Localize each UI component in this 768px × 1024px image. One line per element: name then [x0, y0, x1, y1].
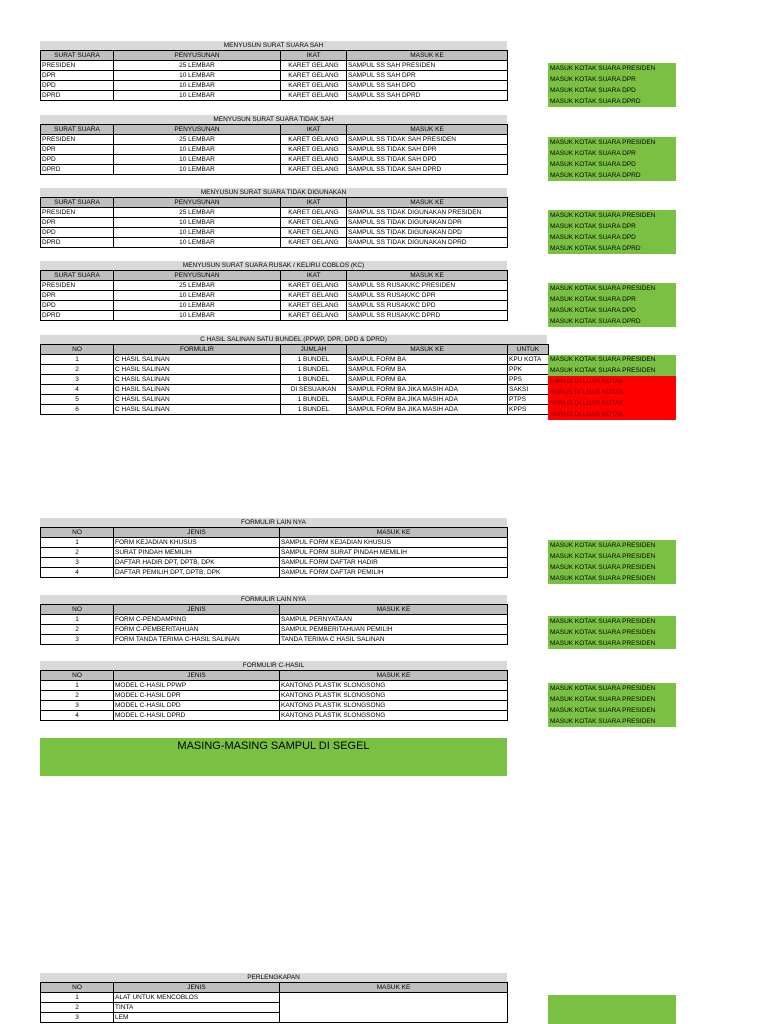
cell: KARET GELANG [281, 311, 347, 321]
segel-banner [40, 738, 507, 776]
table-row [41, 135, 508, 145]
table-surat-suara-rusak [40, 261, 508, 321]
col-header: IKAT [281, 51, 347, 61]
table-surat-suara-tidak-sah [40, 115, 508, 175]
cell: C HASIL SALINAN [114, 355, 281, 365]
table-row [41, 993, 508, 1003]
header-row [41, 271, 508, 281]
side-label: MASUK KOTAK SUARA DPD [548, 305, 676, 316]
cell: SAMPUL SS SAH DPR [347, 71, 508, 81]
side-label: MASUK KOTAK SUARA PRESIDEN [548, 63, 676, 74]
cell: KARET GELANG [281, 291, 347, 301]
cell: FORM KEJADIAN KHUSUS [114, 538, 280, 548]
cell: 10 LEMBAR [114, 91, 281, 101]
table-row [41, 548, 508, 558]
header-row [41, 51, 508, 61]
cell: 1 [41, 615, 114, 625]
cell: 6 [41, 405, 114, 415]
table-row [41, 238, 508, 248]
col-header: PENYUSUNAN [114, 271, 281, 281]
side-labels-tidak-digunakan [548, 210, 676, 254]
cell: 4 [41, 385, 114, 395]
side-label: MASUK KOTAK SUARA DPD [548, 232, 676, 243]
table-row [41, 681, 508, 691]
cell: 10 LEMBAR [114, 238, 281, 248]
side-label: MASUK KOTAK SUARA PRESIDEN [548, 562, 676, 573]
cell: KANTONG PLASTIK SLONGSONG [280, 711, 508, 721]
cell: KARET GELANG [281, 165, 347, 175]
cell: 2 [41, 625, 114, 635]
cell: 3 [41, 701, 114, 711]
cell: 4 [41, 568, 114, 578]
table-row [41, 538, 508, 548]
cell: 10 LEMBAR [114, 228, 281, 238]
header-row [41, 528, 508, 538]
table-row [41, 71, 508, 81]
side-label: MASUK KOTAK SUARA DPR [548, 74, 676, 85]
table-row [41, 61, 508, 71]
cell: 1 BUNDEL [281, 355, 347, 365]
table-row [41, 91, 508, 101]
cell: SAMPUL PERNYATAAN [280, 615, 508, 625]
cell: SAMPUL SS TIDAK SAH DPR [347, 145, 508, 155]
section-title: PERLENGKAPAN [40, 973, 507, 982]
side-label: MASUK KOTAK SUARA PRESIDEN [548, 355, 676, 366]
col-header: PENYUSUNAN [114, 125, 281, 135]
cell: KARET GELANG [281, 155, 347, 165]
col-header: PENYUSUNAN [114, 198, 281, 208]
header-row [41, 345, 549, 355]
col-header: MASUK KE [347, 345, 508, 355]
col-header: NO [41, 671, 114, 681]
section-title: MENYUSUN SURAT SUARA RUSAK / KELIRU COBLOS (KC) [40, 261, 507, 270]
cell: KARET GELANG [281, 238, 347, 248]
cell: 10 LEMBAR [114, 71, 281, 81]
cell: SAMPUL SS TIDAK SAH PRESIDEN [347, 135, 508, 145]
cell: PRESIDEN [41, 135, 114, 145]
cell: 25 LEMBAR [114, 208, 281, 218]
header-row [41, 125, 508, 135]
cell: DPR [41, 291, 114, 301]
table-row [41, 635, 508, 645]
side-label: MASUK KOTAK SUARA DPRD [548, 96, 676, 107]
col-header: JENIS [114, 605, 280, 615]
cell: 1 BUNDEL [281, 395, 347, 405]
table-row [41, 228, 508, 238]
cell: SAMPUL PEMBERITAHUAN PEMILIH [280, 625, 508, 635]
cell: SAMPUL FORM BA [347, 355, 508, 365]
cell: 25 LEMBAR [114, 61, 281, 71]
side-label: MASUK KOTAK SUARA DPR [548, 294, 676, 305]
cell: 5 [41, 395, 114, 405]
table-row [41, 558, 508, 568]
cell: DPD [41, 228, 114, 238]
col-header: IKAT [281, 198, 347, 208]
table-row [41, 165, 508, 175]
side-label: MASUK KOTAK SUARA DPRD [548, 243, 676, 254]
section-title: FORMULIR LAIN NYA [40, 518, 507, 527]
col-header: MASUK KE [347, 271, 508, 281]
side-label: MASUK KOTAK SUARA PRESIDEN [548, 540, 676, 551]
cell: 1 BUNDEL [281, 405, 347, 415]
side-labels-lain-1 [548, 540, 676, 584]
cell: PPS [508, 375, 549, 385]
table-row [41, 81, 508, 91]
cell: SAMPUL FORM SURAT PINDAH MEMILIH [280, 548, 508, 558]
table-row [41, 701, 508, 711]
side-label: MASUK KOTAK SUARA PRESIDEN [548, 283, 676, 294]
cell: 10 LEMBAR [114, 145, 281, 155]
side-label: MASUK KOTAK SUARA DPRD [548, 316, 676, 327]
side-label: MASUK KOTAK SUARA PRESIDEN [548, 616, 676, 627]
cell: SAMPUL SS TIDAK SAH DPD [347, 155, 508, 165]
cell: LEM [114, 1013, 280, 1023]
cell: SAMPUL SS RUSAK/KC DPD [347, 301, 508, 311]
col-header: NO [41, 528, 114, 538]
cell: 25 LEMBAR [114, 135, 281, 145]
col-header: SURAT SUARA [41, 125, 114, 135]
col-header: MASUK KE [280, 671, 508, 681]
cell: KANTONG PLASTIK SLONGSONG [280, 691, 508, 701]
side-label: MASUK KOTAK SUARA PRESIDEN [548, 551, 676, 562]
cell: 3 [41, 635, 114, 645]
cell: 2 [41, 365, 114, 375]
side-labels-salinan [548, 355, 676, 420]
side-labels-lain-2 [548, 616, 676, 649]
cell: 2 [41, 548, 114, 558]
col-header: FORMULIR [114, 345, 281, 355]
side-labels-rusak [548, 283, 676, 327]
cell: SAMPUL SS TIDAK DIGUNAKAN DPD [347, 228, 508, 238]
col-header: MASUK KE [280, 983, 508, 993]
cell: MODEL C-HASIL PPWP [114, 681, 280, 691]
table-surat-suara-tidak-digunakan [40, 188, 508, 248]
cell: SAMPUL FORM BA [347, 365, 508, 375]
cell: 3 [41, 558, 114, 568]
col-header: NO [41, 983, 114, 993]
side-label-warning: HARUS DI LUAR KOTAK [548, 376, 676, 387]
col-header: JENIS [114, 671, 280, 681]
col-header: IKAT [281, 271, 347, 281]
side-label: MASUK KOTAK SUARA PRESIDEN [548, 573, 676, 584]
table-row [41, 375, 549, 385]
cell: C HASIL SALINAN [114, 385, 281, 395]
table-row [41, 311, 508, 321]
cell [280, 993, 508, 1023]
side-labels-c-hasil [548, 683, 676, 727]
table-row [41, 145, 508, 155]
cell: DPD [41, 155, 114, 165]
table-row [41, 405, 549, 415]
cell: PTPS [508, 395, 549, 405]
side-label: MASUK KOTAK SUARA PRESIDEN [548, 137, 676, 148]
cell: ALAT UNTUK MENCOBLOS [114, 993, 280, 1003]
section-title: MENYUSUN SURAT SUARA TIDAK DIGUNAKAN [40, 188, 507, 197]
side-green-block [548, 995, 676, 1024]
cell: 1 [41, 681, 114, 691]
side-label: MASUK KOTAK SUARA PRESIDEN [548, 366, 676, 377]
cell: 2 [41, 691, 114, 701]
cell: SAMPUL FORM BA JIKA MASIH ADA [347, 405, 508, 415]
header-row [41, 605, 508, 615]
table-row [41, 155, 508, 165]
table-row [41, 385, 549, 395]
col-header: MASUK KE [347, 125, 508, 135]
side-label: MASUK KOTAK SUARA PRESIDEN [548, 683, 676, 694]
cell: SAMPUL FORM BA JIKA MASIH ADA [347, 385, 508, 395]
cell: KARET GELANG [281, 61, 347, 71]
cell: 1 BUNDEL [281, 365, 347, 375]
cell: MODEL C-HASIL DPRD [114, 711, 280, 721]
col-header: SURAT SUARA [41, 198, 114, 208]
cell: DI SESUAIKAN [281, 385, 347, 395]
cell: SAMPUL FORM DAFTAR HADIR [280, 558, 508, 568]
col-header: JENIS [114, 528, 280, 538]
cell: 10 LEMBAR [114, 155, 281, 165]
cell: KARET GELANG [281, 71, 347, 81]
side-label: MASUK KOTAK SUARA PRESIDEN [548, 694, 676, 705]
table-formulir-c-hasil [40, 661, 508, 721]
cell: DPR [41, 71, 114, 81]
section-title: FORMULIR C-HASIL [40, 661, 507, 670]
cell: 10 LEMBAR [114, 81, 281, 91]
table-row [41, 691, 508, 701]
cell: DPRD [41, 91, 114, 101]
cell: KARET GELANG [281, 145, 347, 155]
side-label: MASUK KOTAK SUARA DPRD [548, 170, 676, 181]
col-header: PENYUSUNAN [114, 51, 281, 61]
table-row [41, 301, 508, 311]
side-labels-tidak-sah [548, 137, 676, 181]
cell: DAFTAR HADIR DPT, DPTB, DPK [114, 558, 280, 568]
col-header: JENIS [114, 983, 280, 993]
cell: C HASIL SALINAN [114, 375, 281, 385]
cell: SAMPUL FORM DAFTAR PEMILIH [280, 568, 508, 578]
side-label-warning: HARUS DI LUAR KOTAK [548, 387, 676, 398]
cell: DPD [41, 301, 114, 311]
section-title: MENYUSUN SURAT SUARA SAH [40, 41, 507, 50]
cell: SAMPUL SS RUSAK/KC DPRD [347, 311, 508, 321]
cell: TINTA [114, 1003, 280, 1013]
col-header: MASUK KE [280, 528, 508, 538]
table-formulir-lain-2 [40, 595, 508, 645]
cell: DPRD [41, 165, 114, 175]
cell: KARET GELANG [281, 301, 347, 311]
cell: DPRD [41, 311, 114, 321]
side-labels-sah [548, 63, 676, 107]
side-label-warning: HARUS DI LUAR KOTAK [548, 409, 676, 420]
col-header: MASUK KE [280, 605, 508, 615]
cell: KARET GELANG [281, 91, 347, 101]
side-label: MASUK KOTAK SUARA DPD [548, 85, 676, 96]
cell: C HASIL SALINAN [114, 395, 281, 405]
table-row [41, 355, 549, 365]
col-header: NO [41, 345, 114, 355]
cell: C HASIL SALINAN [114, 405, 281, 415]
cell: 3 [41, 1013, 114, 1023]
table-row [41, 395, 549, 405]
cell: 1 [41, 538, 114, 548]
side-label: MASUK KOTAK SUARA DPR [548, 148, 676, 159]
cell: PPK [508, 365, 549, 375]
table-row [41, 208, 508, 218]
cell: SAMPUL SS TIDAK SAH DPRD [347, 165, 508, 175]
cell: 2 [41, 1003, 114, 1013]
cell: KPPS [508, 405, 549, 415]
table-row [41, 365, 549, 375]
cell: TANDA TERIMA C HASIL SALINAN [280, 635, 508, 645]
table-row [41, 568, 508, 578]
cell: SAMPUL FORM KEJADIAN KHUSUS [280, 538, 508, 548]
cell: SAMPUL FORM BA JIKA MASIH ADA [347, 395, 508, 405]
cell: 4 [41, 711, 114, 721]
cell: DPR [41, 218, 114, 228]
col-header: IKAT [281, 125, 347, 135]
table-row [41, 291, 508, 301]
cell: DPR [41, 145, 114, 155]
cell: PRESIDEN [41, 281, 114, 291]
side-label: MASUK KOTAK SUARA PRESIDEN [548, 705, 676, 716]
cell: 1 [41, 993, 114, 1003]
cell: FORM TANDA TERIMA C-HASIL SALINAN [114, 635, 280, 645]
cell: FORM C-PENDAMPING [114, 615, 280, 625]
cell: DPD [41, 81, 114, 91]
cell: 3 [41, 375, 114, 385]
col-header: JUMLAH [281, 345, 347, 355]
cell: KANTONG PLASTIK SLONGSONG [280, 681, 508, 691]
header-row [41, 198, 508, 208]
col-header: SURAT SUARA [41, 51, 114, 61]
table-row [41, 625, 508, 635]
header-row [41, 671, 508, 681]
side-label: MASUK KOTAK SUARA DPD [548, 159, 676, 170]
side-label-warning: HARUS DI LUAR KOTAK [548, 398, 676, 409]
table-surat-suara-sah [40, 41, 508, 101]
table-row [41, 615, 508, 625]
cell: MODEL C-HASIL DPR [114, 691, 280, 701]
cell: SAKSI [508, 385, 549, 395]
col-header: SURAT SUARA [41, 271, 114, 281]
cell: 25 LEMBAR [114, 281, 281, 291]
cell: 10 LEMBAR [114, 311, 281, 321]
cell: SAMPUL SS SAH PRESIDEN [347, 61, 508, 71]
cell: 10 LEMBAR [114, 218, 281, 228]
side-label: MASUK KOTAK SUARA PRESIDEN [548, 627, 676, 638]
cell: KARET GELANG [281, 135, 347, 145]
col-header: UNTUK [508, 345, 549, 355]
cell: KARET GELANG [281, 228, 347, 238]
cell: SAMPUL SS TIDAK DIGUNAKAN DPR [347, 218, 508, 228]
cell: DPRD [41, 238, 114, 248]
cell: SAMPUL SS SAH DPRD [347, 91, 508, 101]
cell: DAFTAR PEMILIH DPT, DPTB, DPK [114, 568, 280, 578]
col-header: MASUK KE [347, 198, 508, 208]
cell: SAMPUL SS TIDAK DIGUNAKAN DPRD [347, 238, 508, 248]
table-perlengkapan [40, 973, 508, 1023]
cell: MODEL C-HASIL DPD [114, 701, 280, 711]
cell: KPU KOTA [508, 355, 549, 365]
table-row [41, 711, 508, 721]
cell: 10 LEMBAR [114, 301, 281, 311]
section-title: C HASIL SALINAN SATU BUNDEL (PPWP, DPR, DPD & DPRD) [40, 335, 547, 344]
cell: KANTONG PLASTIK SLONGSONG [280, 701, 508, 711]
section-title: MENYUSUN SURAT SUARA TIDAK SAH [40, 115, 507, 124]
cell: SURAT PINDAH MEMILIH [114, 548, 280, 558]
cell: C HASIL SALINAN [114, 365, 281, 375]
cell: KARET GELANG [281, 81, 347, 91]
cell: 1 BUNDEL [281, 375, 347, 385]
cell: SAMPUL SS TIDAK DIGUNAKAN PRESIDEN [347, 208, 508, 218]
table-formulir-lain-1 [40, 518, 508, 578]
cell: 10 LEMBAR [114, 165, 281, 175]
section-title: FORMULIR LAIN NYA [40, 595, 507, 604]
cell: SAMPUL FORM BA [347, 375, 508, 385]
cell: SAMPUL SS RUSAK/KC DPR [347, 291, 508, 301]
side-label: MASUK KOTAK SUARA PRESIDEN [548, 638, 676, 649]
col-header: NO [41, 605, 114, 615]
header-row [41, 983, 508, 993]
table-row [41, 281, 508, 291]
cell: FORM C-PEMBERITAHUAN [114, 625, 280, 635]
cell: SAMPUL SS SAH DPD [347, 81, 508, 91]
side-label: MASUK KOTAK SUARA PRESIDEN [548, 716, 676, 727]
col-header: MASUK KE [347, 51, 508, 61]
cell: PRESIDEN [41, 208, 114, 218]
table-c-hasil-salinan [40, 335, 549, 415]
cell: KARET GELANG [281, 218, 347, 228]
cell: KARET GELANG [281, 208, 347, 218]
side-label: MASUK KOTAK SUARA PRESIDEN [548, 210, 676, 221]
cell: 10 LEMBAR [114, 291, 281, 301]
cell: SAMPUL SS RUSAK/KC PRESIDEN [347, 281, 508, 291]
side-label: MASUK KOTAK SUARA DPR [548, 221, 676, 232]
banner-text: MASING-MASING SAMPUL DI SEGEL [177, 740, 370, 752]
cell: 1 [41, 355, 114, 365]
cell: PRESIDEN [41, 61, 114, 71]
table-row [41, 218, 508, 228]
cell: KARET GELANG [281, 281, 347, 291]
